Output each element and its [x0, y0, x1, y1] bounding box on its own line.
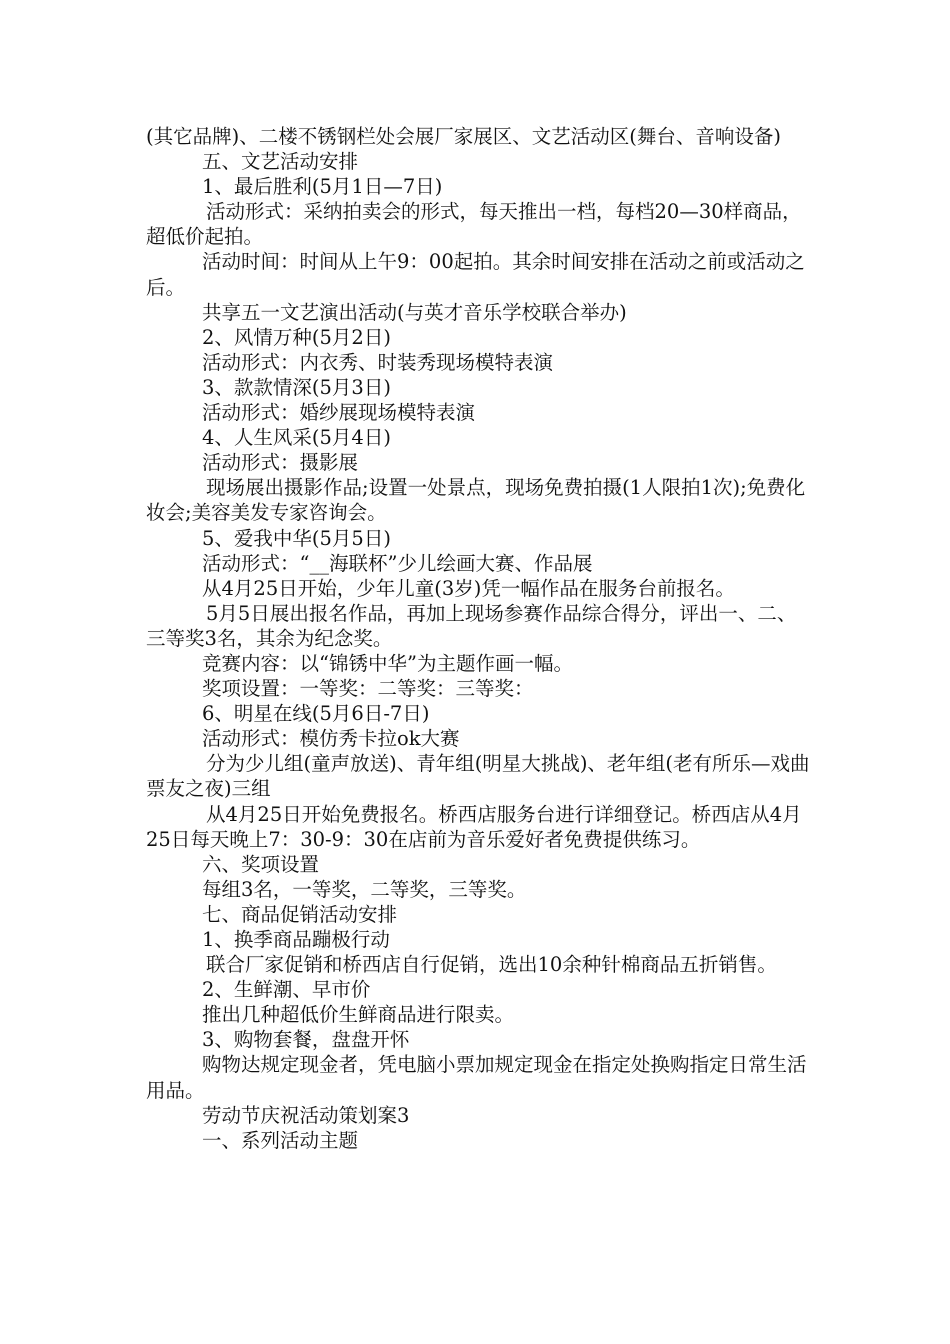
paragraph: 推出几种超低价生鲜商品进行限卖。 [202, 1003, 515, 1027]
paragraph: 现场展出摄影作品;设置一处景点，现场免费拍摄(1人限拍1次);免费化妆会;美容美发专家咨询会。 [146, 476, 806, 525]
paragraph: 联合厂家促销和桥西店自行促销，选出10余种针棉商品五折销售。 [206, 953, 777, 977]
paragraph: 分为少儿组(童声放送)、青年组(明星大挑战)、老年组(老有所乐—戏曲票友之夜)三组 [146, 752, 810, 801]
paragraph: 奖项设置：一等奖：二等奖：三等奖： [202, 677, 534, 701]
paragraph: 活动形式：采纳拍卖会的形式，每天推出一档，每档20—30样商品，超低价起拍。 [146, 200, 802, 249]
paragraph: 5、爱我中华(5月5日) [202, 526, 391, 550]
paragraph: 共享五一文艺演出活动(与英才音乐学校联合举办) [202, 300, 627, 324]
document-body [146, 124, 812, 1153]
paragraph: 活动形式：内衣秀、时装秀现场模特表演 [202, 350, 554, 374]
paragraph: 七、商品促销活动安排 [202, 902, 398, 926]
paragraph: 3、款款情深(5月3日) [202, 375, 391, 399]
paragraph: 活动时间：时间从上午9：00起拍。其余时间安排在活动之前或活动之后。 [146, 250, 805, 299]
paragraph: 劳动节庆祝活动策划案3 [202, 1103, 410, 1127]
paragraph: 1、最后胜利(5月1日—7日) [202, 175, 443, 199]
paragraph: 活动形式：摄影展 [202, 451, 359, 475]
paragraph: 从4月25日开始免费报名。桥西店服务台进行详细登记。桥西店从4月25日每天晚上7：30-9：30在店前为音乐爱好者免费提供练习。 [146, 802, 802, 851]
paragraph: 竞赛内容：以“锦锈中华”为主题作画一幅。 [202, 651, 573, 675]
paragraph: 一、系列活动主题 [202, 1128, 359, 1152]
paragraph: 活动形式：“__海联杯”少儿绘画大赛、作品展 [202, 551, 593, 575]
paragraph: 1、换季商品蹦极行动 [202, 928, 390, 951]
paragraph: 2、生鲜潮、早市价 [202, 978, 371, 1002]
paragraph: 从4月25日开始，少年儿童(3岁)凭一幅作品在服务台前报名。 [202, 576, 735, 600]
paragraph: 4、人生风采(5月4日) [202, 426, 391, 450]
paragraph: 活动形式：模仿秀卡拉ok大赛 [202, 727, 460, 751]
paragraph: 购物达规定现金者，凭电脑小票加规定现金在指定处换购指定日常生活用品。 [146, 1053, 807, 1102]
paragraph: 5月5日展出报名作品，再加上现场参赛作品综合得分，评出一、二、三等奖3名，其余为纪念奖。 [146, 601, 797, 650]
paragraph: 6、明星在线(5月6日-7日) [202, 702, 430, 726]
paragraph: 六、奖项设置 [202, 852, 320, 876]
paragraph: 活动形式：婚纱展现场模特表演 [202, 401, 476, 425]
paragraph: 五、文艺活动安排 [202, 150, 359, 174]
paragraph: 2、风情万种(5月2日) [202, 325, 391, 349]
paragraph: 每组3名，一等奖，二等奖，三等奖。 [202, 877, 527, 901]
paragraph: 3、购物套餐，盘盘开怀 [202, 1028, 410, 1052]
paragraph: (其它品牌)、二楼不锈钢栏处会展厂家展区、文艺活动区(舞台、音响设备) [146, 125, 781, 148]
